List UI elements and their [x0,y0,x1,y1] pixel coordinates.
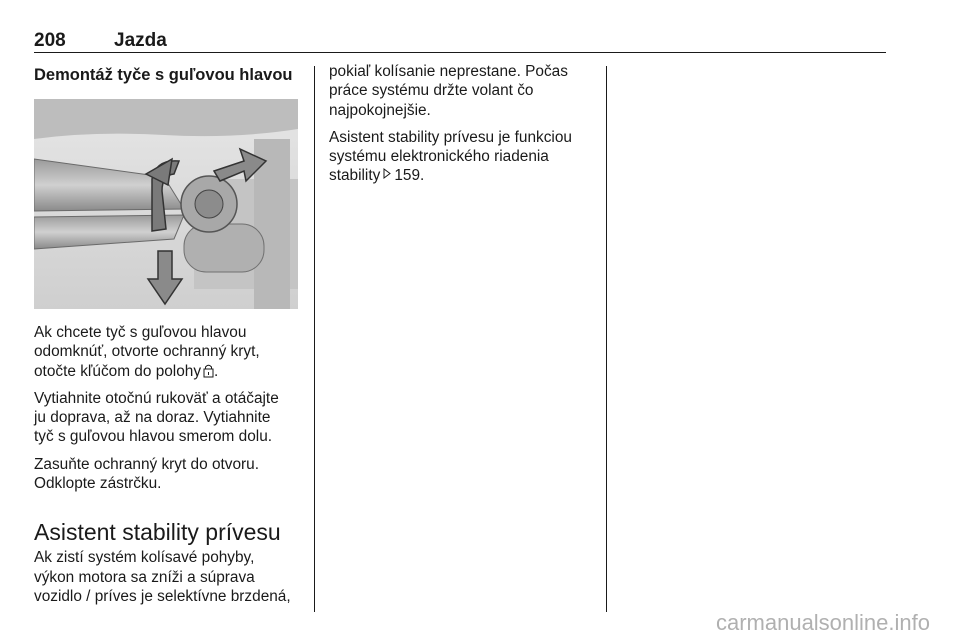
page-reference-link[interactable]: 159. [394,167,425,185]
text-line: vozidlo / príves je selektívne brzdená, [34,587,291,605]
chapter-title: Jazda [114,30,167,51]
text-fragment: otočte kľúčom do polohy [34,362,202,380]
text-line [34,362,306,381]
text-line: tyč s guľovou hlavou smerom dolu. [34,428,273,446]
paragraph-pull-handle [34,389,306,447]
paragraph-stability-function [329,128,597,187]
section-subheading: Demontáž tyče s guľovou hlavou [34,66,293,84]
text-line: Odklopte zástrčku. [34,475,162,493]
tow-bar-drawing [34,99,298,309]
text-line: systému elektronického riadenia [329,148,549,166]
text-line: ju doprava, až na doraz. Vytiahnite [34,409,271,427]
text-fragment: . [214,362,219,380]
padlock-key-icon [203,363,214,378]
tow-bar-illustration [34,99,298,309]
page-number: 208 [34,30,66,51]
text-line: výkon motora sa zníži a súprava [34,568,255,586]
text-line: Vytiahnite otočnú rukoväť a otáčajte [34,389,279,407]
page-header [34,26,886,53]
text-fragment: stability [329,167,381,185]
text-line: najpokojnejšie. [329,101,431,119]
text-line: pokiaľ kolísanie neprestane. Počas [329,63,568,80]
paragraph-stability-intro [34,548,306,606]
column-middle [329,62,597,195]
text-line [329,166,597,186]
text-line: Asistent stability prívesu je funkciou [329,128,572,146]
column-divider-right [606,66,607,612]
reference-arrow-icon [383,167,391,186]
section-title: Asistent stability prívesu [34,519,281,546]
paragraph-stability-continued [329,62,597,120]
text-line: Ak zistí systém kolísavé pohyby, [34,549,255,567]
column-divider-left [314,66,315,612]
paragraph-close-cover [34,455,306,494]
paragraph-unlock [34,323,306,381]
text-line: Zasuňte ochranný kryt do otvoru. [34,455,259,473]
column-left [34,62,306,614]
text-line: odomknúť, otvorte ochranný kryt, [34,343,260,361]
text-line: Ak chcete tyč s guľovou hlavou [34,324,247,341]
watermark-text: carmanualsonline.info [715,610,930,635]
text-line: práce systému držte volant čo [329,82,534,100]
